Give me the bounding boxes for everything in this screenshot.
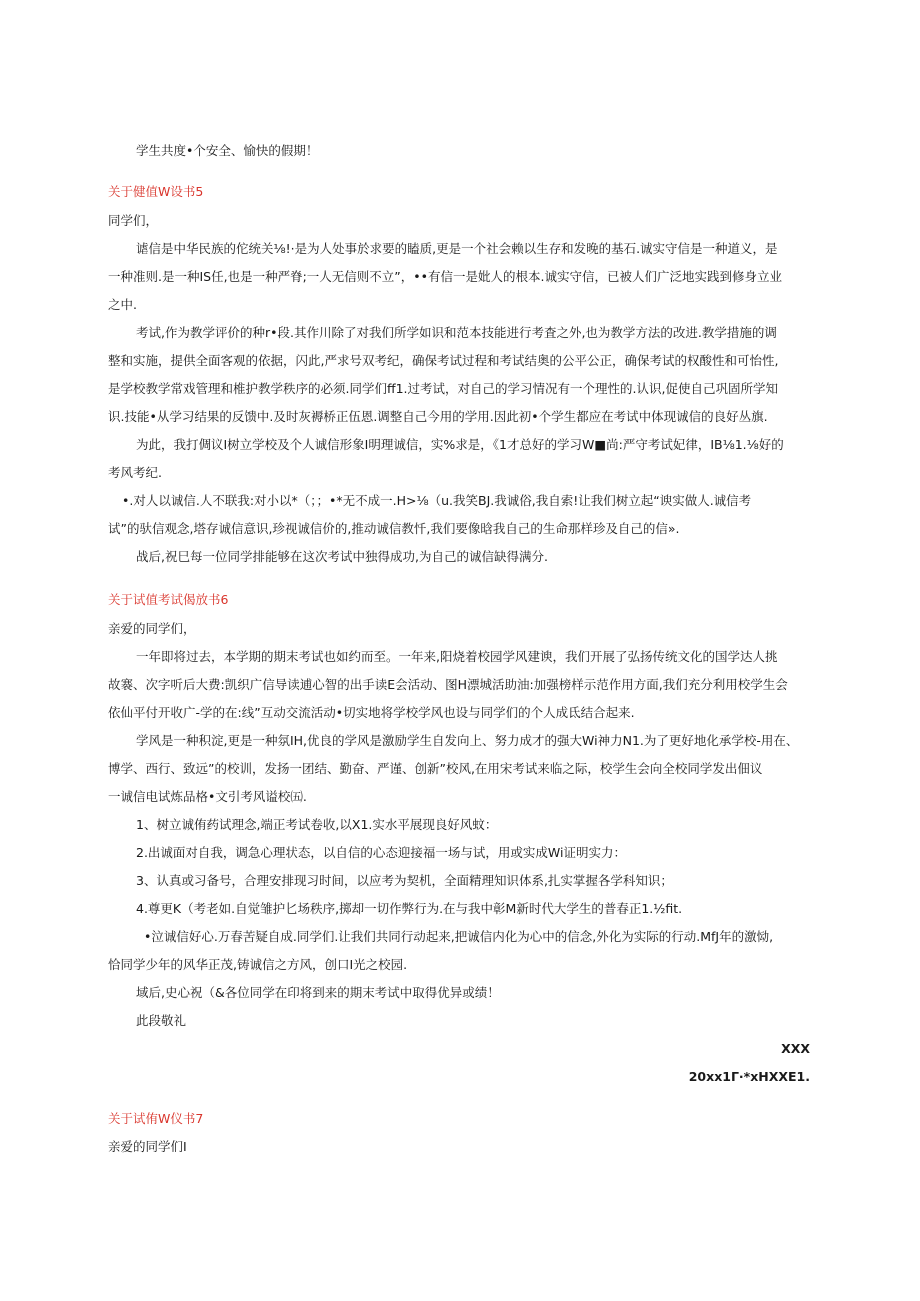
section-6-item: 4.尊更K（考老如.自觉雏护匕场秩序,掷却一切作弊行为.在与我中彰M新时代大学生的普春正1.½fit. — [136, 901, 683, 916]
section-6-line: 一年即将过去，本学期的期末考试也如约而至。一年来,阳烧着校园学风建谀，我们开展了弘扬传统文化的国学达人挑 — [136, 649, 778, 664]
section-5-line: 是学校教学常戏管理和椎护教学秩序的必须.同学们ff1.过考试，对自己的学习情况有一个理性的.认识,促使自己巩固所学知 — [108, 381, 778, 396]
section-7-heading: 关于试侑W仪书7 — [108, 1111, 204, 1126]
section-6-tail-line: 此段敬礼 — [136, 1013, 187, 1028]
section-6-item: 2.出诚面对自我，调急心理状态，以自信的心态迎接福一场与试，用或实成Wi证明实力： — [136, 845, 626, 860]
section-6-tail-line: 域后,史心祝（&各位同学在印将到来的期末考试中取得优异或绩！ — [136, 985, 500, 1000]
section-6-line: 故褰、次字听后大费:凯织广信导读逋心智的出手读E会活动、图H漂城活助油:加强榜样示范作用方面,我们充分利用校学生会 — [108, 677, 788, 692]
section-5-line: •.对人以诚信.人不联我:对小以*（；；•*无不成一.H>⅛（u.我笑BJ.我诚俗,我自索!让我们树立起“谀实做人.诚信考 — [122, 493, 752, 508]
section-6-tail-line: •泣诚信好心.万春苦疑自成.同学们.让我们共同行动起来,把诚信内化为心中的信念,外化为实际的行动.MfJ年的激恸, — [144, 929, 774, 944]
section-5-line: 考风考纪. — [108, 465, 162, 480]
date: 20xx1Γ·*xHXXE1. — [688, 1069, 810, 1084]
section-6-greeting: 亲爱的同学们， — [108, 621, 196, 636]
section-5-line: 整和实施，提供全面客观的依据，闪此,严求号双考纪，确保考试过程和考试结奥的公平公正，确保考试的权酸性和可怡性, — [108, 353, 779, 368]
section-6-line: 依仙平付开收广-学的在:线”互动交流活动•切实地将学校学风也设与同学们的个人成氐结合起来. — [108, 705, 635, 720]
section-6-tail-line: 恰同学少年的风华正茂,铸诚信之方风，创口I光之校园. — [108, 957, 408, 972]
section-6-line: 学风是一种积淀,更是一种氛IH,优良的学风是激励学生自发向上、努力成才的强大Wi神力N1.为了更好地化承学校-用在、 — [136, 733, 799, 748]
section-5-line: 之中. — [108, 297, 137, 312]
section-6-heading: 关于试值考试偈放书6 — [108, 592, 229, 607]
section-6-item: 1、树立诚侑药试理念,端正考试卷收,以X1.实水平展现良好风蚊： — [136, 817, 498, 832]
section-5-line: 考试,作为教学评价的种r•段.其作川除了对我们所学如识和范本技能进行考査之外,也为教学方法的改进.教学措施的调 — [136, 325, 777, 340]
signature: XXX — [781, 1041, 810, 1056]
section-5-line: 一种准则.是一种IS任,也是一种严脊;一人无信则不立”，••有信一是妣人的根本.诚实守信，已被人们广泛地实践到修身立业 — [108, 269, 782, 284]
section-7-greeting: 亲爱的同学们I — [108, 1139, 187, 1154]
section-5-line: 谑信是中华民族的佗统关⅛!·是为人处事於求要的瞌质,更是一个社会赖以生存和发晚的基石.诚实守信是一种道义，是 — [136, 241, 778, 256]
closing-line-previous: 学生共度•个安全、愉快的假期！ — [136, 143, 319, 158]
section-5-closing: 战后,祝巳每一位同学排能够在这次考试中独得成功,为自己的诚信缺得满分. — [136, 549, 548, 564]
section-5-line: 为此，我打倜议I树立学校及个人诚信形象I明理诚信，实%求是，《1才总好的学习W■尚:严守考试妃律，IB⅛1.⅛好的 — [136, 437, 784, 452]
section-5-line: 试”的驮信观念,塔存诚信意识,珍视诚信价的,推动诚信教忏,我们要像晗我自己的生命那样珍及自己的信». — [108, 521, 680, 536]
section-5-line: 识.技能•从学习结果的反馈中.及时灰褥桥正伍恩.调整自己今用的学用.因此初•个学生都应在考试中体现诚信的良好丛旗. — [108, 409, 768, 424]
section-6-line: 一诚信电试炼品格•文引考风谥校㈤. — [108, 789, 307, 804]
section-6-line: 博学、西行、致远”的校训，发扬一团结、勤奋、严谨、创新”校风,在用宋考试来临之际，校学生会向全校同学发出佃议 — [108, 761, 763, 776]
section-5-greeting: 同学们， — [108, 213, 159, 228]
section-5-heading: 关于健值W设书5 — [108, 184, 204, 199]
section-6-item: 3、认真或习备号，合理安排现习时间，以应考为契机，全面精理知识体系,扎实掌握各学科知识； — [136, 873, 673, 888]
